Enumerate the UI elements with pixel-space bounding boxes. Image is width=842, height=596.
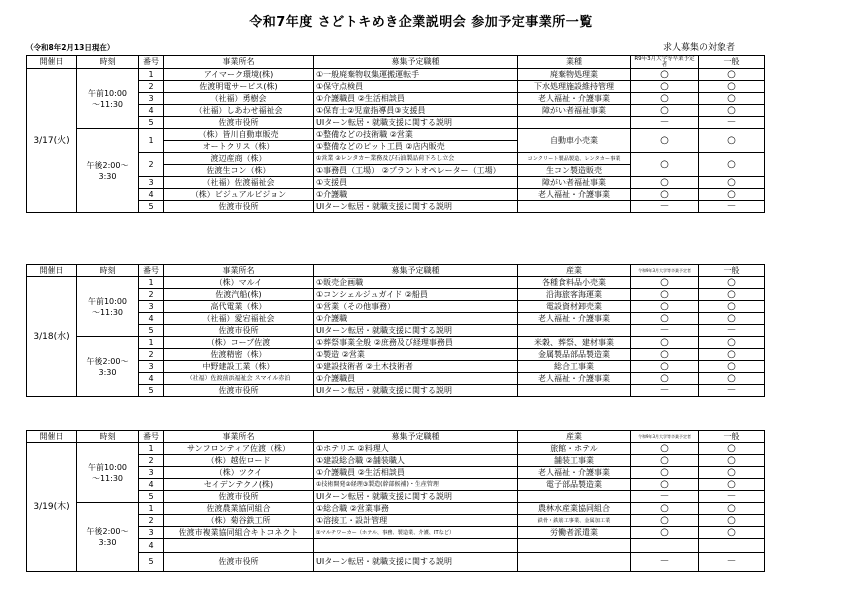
table-row: 2 （株）越佐ロード ①建設総合職 ②舗装職人 舗装工事業 ○ ○ [27, 455, 765, 467]
company-name: （株）菊谷鉄工所 [164, 515, 314, 527]
grad-mark: ○ [631, 443, 699, 455]
col-no: 番号 [139, 56, 164, 69]
session-time: 午後2:00～ 3:30 [77, 337, 139, 397]
company-name: 佐渡精密（株） [164, 349, 314, 361]
company-name: （社福）愛宕福祉会 [164, 313, 314, 325]
table-row: 4 （社福）しあわせ福祉会 ①保育士②児童指導員③支援員 障がい者福祉事業 ○ ○ [27, 105, 765, 117]
grad-mark [631, 539, 699, 553]
table-row: 3/19(木) 午前10:00 ～11:30 1 サンフロンティア佐渡（株） ①ホテリエ ②料理人 旅館・ホテル ○ ○ [27, 443, 765, 455]
table-row: 3/17(火) 午前10:00 ～11:30 1 アイマーク環境(株) ①一般廃棄物収集運搬運転手 廃棄物処理業 ○ ○ [27, 69, 765, 81]
col-grad: 令和9年3月大学等卒業予定者 [631, 265, 699, 277]
general-mark: ○ [699, 373, 765, 385]
industry: 旅館・ホテル [518, 443, 631, 455]
target-label: 求人募集の対象者 [663, 43, 736, 53]
job-types: ①介護職 [314, 313, 518, 325]
job-types: ①整備などの技術職 ②営業 [314, 129, 518, 141]
table-row: 5 佐渡市役所 UIターン転居・就職支援に関する説明 － － [27, 117, 765, 129]
grad-mark: ○ [631, 81, 699, 93]
grad-mark: － [631, 117, 699, 129]
job-types: UIターン転居・就職支援に関する説明 [314, 117, 518, 129]
job-types: ①介護職 [314, 189, 518, 201]
session-time: 午前10:00 ～11:30 [77, 277, 139, 337]
table-row: 5 佐渡市役所 UIターン転居・就職支援に関する説明 － － [27, 325, 765, 337]
company-name: 佐渡農業協同組合 [164, 503, 314, 515]
job-types: ①営業 ②レンタカー業務及び石油製品荷下ろし立会 [314, 153, 518, 165]
industry: 各種食料品小売業 [518, 277, 631, 289]
table-row: 4 （社福）佐渡前浜福祉会 スマイル赤泊 ①介護職員 老人福祉・介護事業 ○ ○ [27, 373, 765, 385]
general-mark: ○ [699, 361, 765, 373]
table-row: 5 佐渡市役所 UIターン転居・就職支援に関する説明 － － [27, 553, 765, 572]
col-jobs: 募集予定職種 [314, 431, 518, 443]
job-types: ①保守点検員 [314, 81, 518, 93]
job-types [314, 539, 518, 553]
grad-mark: ○ [631, 69, 699, 81]
industry [518, 491, 631, 503]
industry: 農林水産業協同組合 [518, 503, 631, 515]
general-mark: － [699, 491, 765, 503]
industry: 老人福祉・介護事業 [518, 189, 631, 201]
grad-mark: － [631, 325, 699, 337]
grad-mark: ○ [631, 455, 699, 467]
table-row: 3/18(水) 午前10:00 ～11:30 1 （株）マルイ ①販売企画職 各種食料品小売業 ○ ○ [27, 277, 765, 289]
company-name: （株）越佐ロード [164, 455, 314, 467]
event-date: 3/19(木) [27, 443, 77, 572]
company-name: 佐渡生コン（株） [164, 165, 314, 177]
company-name: （株）ツクイ [164, 467, 314, 479]
table-row: 4 [27, 539, 765, 553]
general-mark: ○ [699, 189, 765, 201]
col-industry: 産業 [518, 431, 631, 443]
industry: 総合工事業 [518, 361, 631, 373]
industry: 障がい者福祉事業 [518, 105, 631, 117]
col-jobs: 募集予定職種 [314, 265, 518, 277]
job-types: ①マルチワーカー（ホテル、事務、製造業、介護、ITなど） [314, 527, 518, 539]
grad-mark: ○ [631, 301, 699, 313]
general-mark: ○ [699, 349, 765, 361]
schedule-table-day3 [26, 430, 765, 572]
job-types: ①建設総合職 ②舗装職人 [314, 455, 518, 467]
grad-mark: ○ [631, 277, 699, 289]
table-row: 3 （社福）勇樹会 ①介護職員 ②生活相談員 老人福祉・介護事業 ○ ○ [27, 93, 765, 105]
company-name [164, 539, 314, 553]
industry: 米穀、葬祭、建材事業 [518, 337, 631, 349]
company-name: 佐渡市役所 [164, 325, 314, 337]
grad-mark: ○ [631, 189, 699, 201]
company-name: 佐渡市役所 [164, 553, 314, 572]
job-types: ①建設技術者 ②土木技術者 [314, 361, 518, 373]
grad-mark: ○ [631, 503, 699, 515]
company-name: アイマーク環境(株) [164, 69, 314, 81]
company-name: セイデンテクノ(株) [164, 479, 314, 491]
grad-mark: ○ [631, 467, 699, 479]
job-types: ①介護職員 ②生活相談員 [314, 93, 518, 105]
company-name: （社福）佐渡前浜福祉会 スマイル赤泊 [164, 373, 314, 385]
industry: 老人福祉・介護事業 [518, 93, 631, 105]
industry: 老人福祉・介護事業 [518, 313, 631, 325]
col-no: 番号 [139, 265, 164, 277]
job-types: ①技術開発②経理③製造(幹部候補)・生産管理 [314, 479, 518, 491]
table-header-row [27, 431, 765, 443]
table-row: 2 佐渡精密（株） ①製造 ②営業 金属製品部品製造業 ○ ○ [27, 349, 765, 361]
grad-mark: － [631, 201, 699, 213]
general-mark: ○ [699, 503, 765, 515]
table-row: 5 佐渡市役所 UIターン転居・就職支援に関する説明 － － [27, 201, 765, 213]
grad-mark: － [631, 385, 699, 397]
general-mark: ○ [699, 443, 765, 455]
event-date: 3/17(火) [27, 69, 77, 213]
grad-mark: ○ [631, 373, 699, 385]
table-header-row [27, 56, 765, 69]
company-name: 佐渡市役所 [164, 491, 314, 503]
general-mark: － [699, 325, 765, 337]
session-time: 午前10:00 ～11:30 [77, 443, 139, 503]
col-day: 開催日 [27, 56, 77, 69]
company-name: 高代電業（株） [164, 301, 314, 313]
job-types: ①営業（その他事務） [314, 301, 518, 313]
job-types: ①保育士②児童指導員③支援員 [314, 105, 518, 117]
company-name: サンフロンティア佐渡（株） [164, 443, 314, 455]
general-mark: ○ [699, 69, 765, 81]
grad-mark: ○ [631, 349, 699, 361]
grad-mark: ○ [631, 177, 699, 189]
col-grad: R9年3月大学等卒業予定者 [631, 56, 699, 69]
general-mark: ○ [699, 313, 765, 325]
industry: 電子部品製造業 [518, 479, 631, 491]
session-time: 午後2:00～ 3:30 [77, 129, 139, 213]
grad-mark: ○ [631, 515, 699, 527]
table-row: 4 セイデンテクノ(株) ①技術開発②経理③製造(幹部候補)・生産管理 電子部品製造業 ○ ○ [27, 479, 765, 491]
general-mark: ○ [699, 177, 765, 189]
session-time: 午前10:00 ～11:30 [77, 69, 139, 129]
job-types: UIターン転居・就職支援に関する説明 [314, 325, 518, 337]
grad-mark: ○ [631, 93, 699, 105]
industry: 老人福祉・介護事業 [518, 373, 631, 385]
job-types: ①一般廃棄物収集運搬運転手 [314, 69, 518, 81]
general-mark: ○ [699, 301, 765, 313]
job-types: ①支援員 [314, 177, 518, 189]
table-row: 午後2:00～ 3:30 1 （株）皆川自動車販売 ①整備などの技術職 ②営業 自動車小売業 ○ ○ [27, 129, 765, 141]
company-name: オートクリス（株） [164, 141, 314, 153]
industry: 廃棄物処理業 [518, 69, 631, 81]
col-time: 時刻 [77, 56, 139, 69]
table-row: 5 佐渡市役所 UIターン転居・就職支援に関する説明 － － [27, 491, 765, 503]
table-row: 3 佐渡市複業協同組合キトコネクト ①マルチワーカー（ホテル、事務、製造業、介護、ITなど） 労働者派遣業 ○ ○ [27, 527, 765, 539]
table-header-row [27, 265, 765, 277]
industry [518, 325, 631, 337]
col-day: 開催日 [27, 431, 77, 443]
table-row: 5 佐渡市役所 UIターン転居・就職支援に関する説明 － － [27, 385, 765, 397]
job-types: ①コンシェルジュガイド ②船員 [314, 289, 518, 301]
table-row: 午後2:00～ 3:30 1 （株）コープ佐渡 ①葬祭事業全般 ②庶務及び経理事務員 米穀、葬祭、建材事業 ○ ○ [27, 337, 765, 349]
job-types: UIターン転居・就職支援に関する説明 [314, 491, 518, 503]
grad-mark: ○ [631, 153, 699, 177]
job-types: ①ホテリエ ②料理人 [314, 443, 518, 455]
company-name: 佐渡汽船(株) [164, 289, 314, 301]
industry [518, 553, 631, 572]
session-time: 午後2:00～ 3:30 [77, 503, 139, 572]
job-types: ①販売企画職 [314, 277, 518, 289]
general-mark: － [699, 201, 765, 213]
general-mark: ○ [699, 129, 765, 153]
table-row: 3 （社福）佐渡福祉会 ①支援員 障がい者福祉事業 ○ ○ [27, 177, 765, 189]
general-mark: ○ [699, 337, 765, 349]
grad-mark: ○ [631, 129, 699, 153]
general-mark: － [699, 117, 765, 129]
col-time: 時刻 [77, 431, 139, 443]
grad-mark: ○ [631, 289, 699, 301]
general-mark: ○ [699, 81, 765, 93]
general-mark: ○ [699, 515, 765, 527]
company-name: （株）マルイ [164, 277, 314, 289]
job-types: ①事務員（工場） ②プラントオペレーター（工場） [314, 165, 518, 177]
company-name: 佐渡市役所 [164, 117, 314, 129]
page-title: 令和7年度 さどトキめき企業説明会 参加予定事業所一覧 [249, 15, 593, 30]
general-mark: ○ [699, 289, 765, 301]
job-types: ①溶接工・設計管理 [314, 515, 518, 527]
col-company: 事業所名 [164, 431, 314, 443]
col-company: 事業所名 [164, 56, 314, 69]
col-company: 事業所名 [164, 265, 314, 277]
industry: 労働者派遣業 [518, 527, 631, 539]
general-mark: － [699, 385, 765, 397]
table-row: 2 佐渡明電サービス(株) ①保守点検員 下水処理施設維持管理 ○ ○ [27, 81, 765, 93]
industry: 生コン製造販売 [518, 165, 631, 177]
table-row: 3 （株）ツクイ ①介護職員 ②生活相談員 老人福祉・介護事業 ○ ○ [27, 467, 765, 479]
table-row: 2 渡辺産商（株） ①営業 ②レンタカー業務及び石油製品荷下ろし立会 コンクリート製品製造、レンタカー事業 ○ ○ [27, 153, 765, 165]
table-row: 午後2:00～ 3:30 1 佐渡農業協同組合 ①総合職 ②営業事務 農林水産業協同組合 ○ ○ [27, 503, 765, 515]
company-name: （株）コープ佐渡 [164, 337, 314, 349]
industry: 自動車小売業 [518, 129, 631, 153]
company-name: （株）皆川自動車販売 [164, 129, 314, 141]
general-mark: ○ [699, 277, 765, 289]
industry [518, 539, 631, 553]
table-row: 3 中野建設工業（株） ①建設技術者 ②土木技術者 総合工事業 ○ ○ [27, 361, 765, 373]
job-types: UIターン転居・就職支援に関する説明 [314, 553, 518, 572]
table-row: 2 佐渡汽船(株) ①コンシェルジュガイド ②船員 沿海旅客海運業 ○ ○ [27, 289, 765, 301]
col-no: 番号 [139, 431, 164, 443]
col-time: 時刻 [77, 265, 139, 277]
industry: 下水処理施設維持管理 [518, 81, 631, 93]
job-types: ①整備などのピット工員 ②店内販売 [314, 141, 518, 153]
event-date: 3/18(水) [27, 277, 77, 397]
col-jobs: 募集予定職種 [314, 56, 518, 69]
as-of-date: （令和8年2月13日現在） [26, 43, 115, 52]
schedule-table-day2 [26, 264, 765, 397]
industry: 沿海旅客海運業 [518, 289, 631, 301]
general-mark: ○ [699, 153, 765, 177]
job-types: ①介護職員 ②生活相談員 [314, 467, 518, 479]
general-mark: ○ [699, 93, 765, 105]
industry: 鉄骨・鉄筋工事業、金属加工業 [518, 515, 631, 527]
job-types: ①製造 ②営業 [314, 349, 518, 361]
job-types: UIターン転居・就職支援に関する説明 [314, 385, 518, 397]
company-name: 渡辺産商（株） [164, 153, 314, 165]
table-row: 4 （社福）愛宕福祉会 ①介護職 老人福祉・介護事業 ○ ○ [27, 313, 765, 325]
col-industry: 産業 [518, 265, 631, 277]
grad-mark: ○ [631, 337, 699, 349]
company-name: 佐渡市複業協同組合キトコネクト [164, 527, 314, 539]
company-name: （社福）しあわせ福祉会 [164, 105, 314, 117]
schedule-table-day1 [26, 55, 765, 213]
industry: 電設資材卸売業 [518, 301, 631, 313]
general-mark: ○ [699, 527, 765, 539]
industry [518, 201, 631, 213]
grad-mark: ○ [631, 527, 699, 539]
company-name: 佐渡市役所 [164, 385, 314, 397]
general-mark: ○ [699, 479, 765, 491]
job-types: ①総合職 ②営業事務 [314, 503, 518, 515]
grad-mark: ○ [631, 105, 699, 117]
col-industry: 業種 [518, 56, 631, 69]
industry: 老人福祉・介護事業 [518, 467, 631, 479]
company-name: （社福）佐渡福祉会 [164, 177, 314, 189]
general-mark: ○ [699, 467, 765, 479]
grad-mark: ○ [631, 479, 699, 491]
grad-mark: ○ [631, 361, 699, 373]
job-types: ①介護職員 [314, 373, 518, 385]
grad-mark: － [631, 491, 699, 503]
company-name: 中野建設工業（株） [164, 361, 314, 373]
industry: 金属製品部品製造業 [518, 349, 631, 361]
col-day: 開催日 [27, 265, 77, 277]
job-types: UIターン転居・就職支援に関する説明 [314, 201, 518, 213]
industry: 障がい者福祉事業 [518, 177, 631, 189]
general-mark: ○ [699, 105, 765, 117]
general-mark: ○ [699, 455, 765, 467]
industry: コンクリート製品製造、レンタカー事業 [518, 153, 631, 165]
col-general: 一般 [699, 431, 765, 443]
industry [518, 117, 631, 129]
grad-mark: － [631, 553, 699, 572]
company-name: （社福）勇樹会 [164, 93, 314, 105]
industry: 舗装工事業 [518, 455, 631, 467]
company-name: （株）ビジュアルビジョン [164, 189, 314, 201]
company-name: 佐渡市役所 [164, 201, 314, 213]
col-grad: 令和9年3月大学等卒業予定者 [631, 431, 699, 443]
job-types: ①葬祭事業全般 ②庶務及び経理事務員 [314, 337, 518, 349]
table-row: 4 （株）ビジュアルビジョン ①介護職 老人福祉・介護事業 ○ ○ [27, 189, 765, 201]
col-general: 一般 [699, 56, 765, 69]
company-name: 佐渡明電サービス(株) [164, 81, 314, 93]
grad-mark: ○ [631, 313, 699, 325]
table-row: 3 高代電業（株） ①営業（その他事務） 電設資材卸売業 ○ ○ [27, 301, 765, 313]
general-mark [699, 539, 765, 553]
table-row: 2 （株）菊谷鉄工所 ①溶接工・設計管理 鉄骨・鉄筋工事業、金属加工業 ○ ○ [27, 515, 765, 527]
col-general: 一般 [699, 265, 765, 277]
industry [518, 385, 631, 397]
general-mark: － [699, 553, 765, 572]
